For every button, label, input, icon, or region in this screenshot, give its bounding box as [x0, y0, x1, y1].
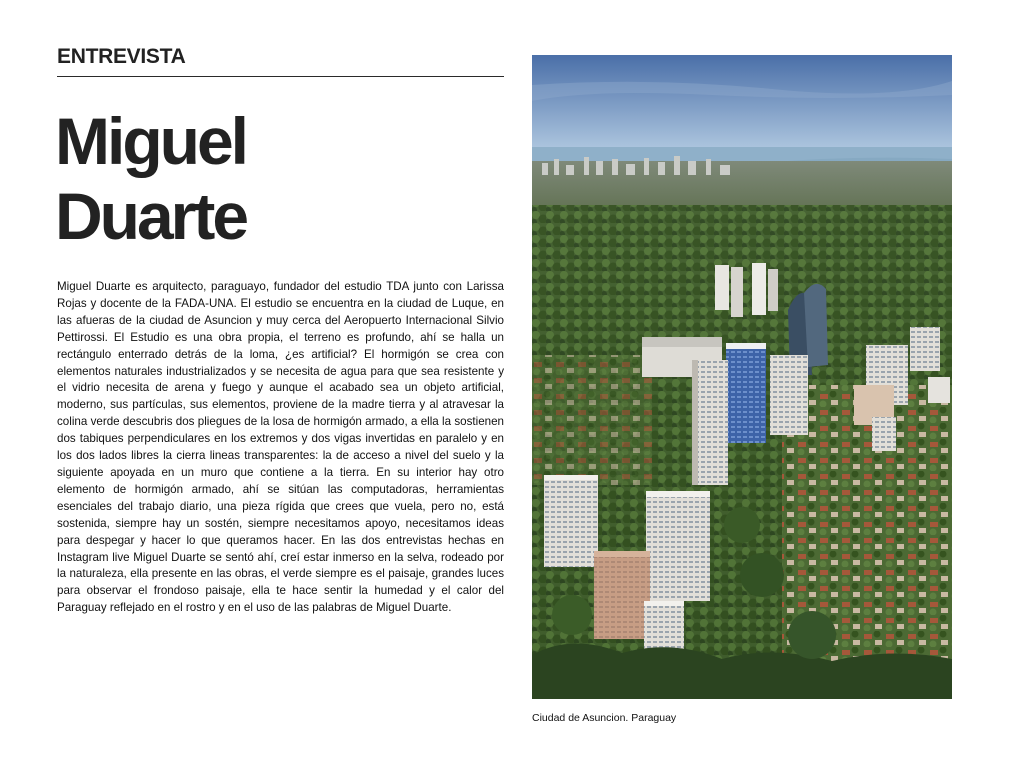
page-title	[55, 104, 246, 254]
article-body: Miguel Duarte es arquitecto, paraguayo, fundador del estudio TDA junto con Larissa Rojas y docente de la FADA-UNA. El estudio se encuentra en la ciudad de Luque, en las afueras de la ciudad de Asuncion y muy cerca del Aeropuerto Internacional Silvio Pettirossi. El Estudio es una obra propia, el terreno es profundo, ahí se halla un rectángulo enterrado detrás de la loma, ¿es artificial? El hormigón se crea con elementos naturales industrializados y se necesita de agua para que sea resistente y el vidrio necesita de arena y fuego y aunque el acabado sea un objeto artificial, moderno, sus partículas, sus elementos, proviene de la madre tierra y al atravesar la colina verde descubris dos pliegues de la losa de hormigón armado, a ella la sostienen dos tabiques perpendiculares en los extremos y dos vigas invertidas en paralelo y en los dos lados libres la cierra lineas transparentes: la de acceso a nivel del suelo y la siguiente apoyada en un muro que contiene a la tierra. En su interior hay otro elemento de hormigón armado, ahí se sitúan las computadoras, herramientas esenciales del trabajo diario, una pieza rígida que crees que vuela, pero no, está sostenida, siempre hay un sostén, siempre necesitamos apoyo, necesitamos ideas para despegar y hacer lo que queramos hacer. En las dos entrevistas hechas en Instagram live Miguel Duarte se sentó ahí, creí estar inmerso en la selva, rodeado por la naturaleza, ella presente en las obras, el verde siempre es el paisaje, grandes luces para observar el frondoso paisaje, ella te hace sentir la humedad y el calor del Paraguay reflejado en el rostro y en el uso de las palabras de Miguel Duarte.	[57, 280, 504, 615]
title-line-1: Miguel	[55, 104, 246, 178]
title-line-2: Duarte	[55, 179, 247, 253]
city-aerial-photo	[532, 55, 952, 699]
section-label: ENTREVISTA	[57, 45, 186, 68]
header-rule	[57, 76, 504, 77]
photo-caption: Ciudad de Asuncion. Paraguay	[532, 712, 677, 724]
